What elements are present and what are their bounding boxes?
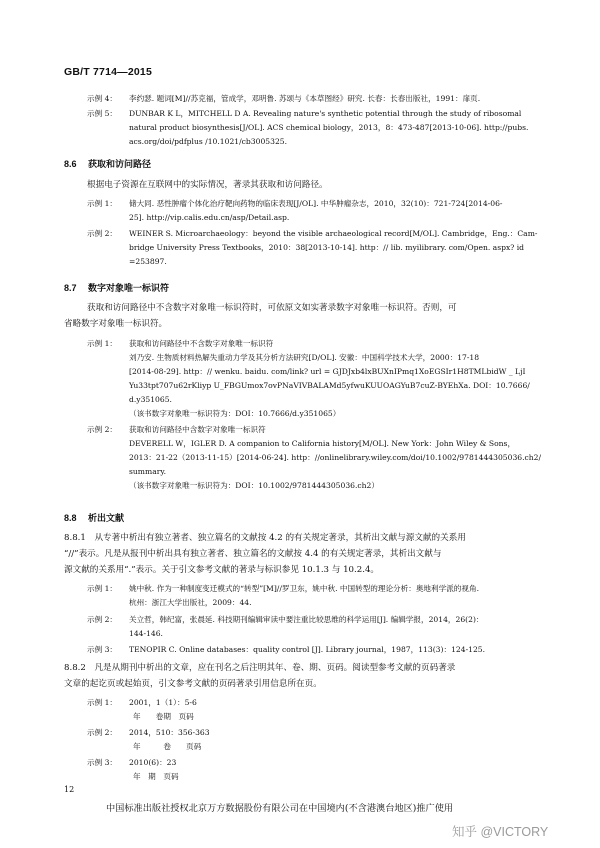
example-label: 示例 2： [87,728,118,737]
example-label: 示例 1： [87,199,118,208]
section-title: 析出文献 [88,513,125,523]
example-item [87,696,197,709]
example-label: 示例 2： [87,425,118,434]
example-text: 杭州：浙江大学出版社，2009：44. [129,598,252,607]
example-item [87,423,266,436]
section-number: 8.8 [64,513,77,523]
section-title: 数字对象唯一标识符 [88,283,170,293]
zhihu-watermark: 知乎 @VICTORY [452,825,549,839]
example-value: 2014，510：356-363 [129,728,210,737]
example-value: 2010(6)：23 [129,758,177,767]
section-paragraph: 省略数字对象唯一标识符。 [64,319,168,329]
example-text: 李约瑟. 题词[M]//苏克福，管成学，邓明鲁. 苏颂与《本草图经》研究. 长春：长春出版社，1991：扉页. [129,94,481,103]
section-heading-8-6 [64,157,151,170]
example-text: WEINER S. Microarchaeology：beyond the visible archaeological record[M/OL]. Cambridge，Eng.：Cam- [129,229,538,238]
section-number: 8.6 [64,159,77,169]
page-number: 12 [64,785,75,794]
example-text: [2014-08-29]. http：// wenku. baidu. com/link? url = GJDJxb4lxBUXnIPmq1XoEGSIr1H8TMLbidW _ LjI [129,367,526,376]
clause-8-8-1-line: 源文献的关系用“.”表示。关于引文参考文献的著录与标识参见 10.1.3 与 10.2.4。 [64,565,380,575]
example-label: 示例 2： [87,229,118,238]
example-text: DUNBAR K L，MITCHELL D A. Revealing nature's synthetic potential through the study of ribosomal [129,109,522,118]
example-item [87,227,537,240]
example-text: 获取和访问路径中含数字对象唯一标识符 [129,425,266,434]
example-text: bridge University Press Textbooks，2010：38[2013-10-14]. http：// lib. myilibrary. com/Open. aspx? id [129,243,525,252]
example-item [87,726,210,739]
publisher-footer: 中国标准出版社授权北京万方数据股份有限公司在中国境内(不含港澳台地区)推广使用 [106,803,454,814]
section-paragraph: 获取和访问路径中不含数字对象唯一标识符时，可依原文如实著录数字对象唯一标识符。否则，可 [87,303,457,313]
example-text: 2013：21-22（2013-11-15）[2014-06-24]. http：//onlinelibrary.wiley.com/doi/10.1002/9781444305036.ch2/ [129,453,542,462]
example-label: 示例 1： [87,339,118,348]
example-item [87,643,485,656]
example-text: TENOPIR C. Online databases：quality control [J]. Library journal，1987，113(3)：124-125. [129,645,486,654]
example-text: （该书数字对象唯一标识符为：DOI：10.7666/d.y351065） [129,409,341,418]
example-label: 示例 5： [87,109,118,118]
section-number: 8.7 [64,283,77,293]
example-text: Yu33tpt707u62rKliyp U_FBGUmox7ovPNaVIVBALAMd5yfwuKUUOAGYuB7cuZ-BYEhXa. DOI：10.7666/ [129,381,530,390]
clause-8-8-1-line: 8.8.1 从专著中析出有独立著者、独立篇名的文献按 4.2 的有关规定著录，其析出文献与源文献的关系用 [64,533,466,543]
clause-8-8-2-line: 文章的起讫页或起始页，引文参考文献的页码著录引用信息所在页。 [64,679,322,689]
example-label: 示例 3： [87,645,118,654]
example-text: DEVERELL W，IGLER D. A companion to California history[M/OL]. New York：John Wiley & Sons， [129,439,516,448]
clause-8-8-1-line: “//”表示。凡是从报刊中析出具有独立著者、独立篇名的文献按 4.4 的有关规定著录，其析出文献与 [64,549,442,559]
example-item [87,582,479,595]
section-heading-8-7 [64,281,169,294]
example-item [87,197,502,210]
example-caption: 年 卷 页码 [133,742,202,751]
example-item [87,613,484,626]
example-text: natural product biosynthesis[J/OL]. ACS chemical biology，2013，8：473-487[2013-10-06]. http://pubs. [129,123,529,132]
example-caption: 年 期 页码 [133,772,179,781]
example-text: acs.org/doi/pdfplus /10.1021/cb3005325. [129,137,288,146]
example-text: 姚中秋. 作为一种制度变迁模式的“转型”[M]//罗卫东，姚中秋. 中国转型的理论分析：奥地利学派的视角. [129,584,479,593]
example-item [87,756,176,769]
example-text: 25]. http://vip.calis.edu.cn/asp/Detail.asp. [129,213,290,222]
example-item [87,337,273,350]
example-label: 示例 1： [87,584,118,593]
example-text: 储大同. 恶性肿瘤个体化治疗靶向药物的临床表现[J/OL]. 中华肿瘤杂志，2010，32(10)：721-724[2014-06- [129,199,503,208]
example-text: 获取和访问路径中不含数字对象唯一标识符 [129,339,274,348]
example-label: 示例 3： [87,758,118,767]
example-label: 示例 2： [87,615,118,624]
section-heading-8-8 [64,511,124,524]
standard-number-header: GB/T 7714—2015 [64,66,153,78]
example-caption: 年 卷期 页码 [133,712,194,721]
example-text: d.y351065. [129,395,172,404]
section-title: 获取和访问路径 [88,159,152,169]
example-label: 示例 1： [87,698,118,707]
section-paragraph: 根据电子资源在互联网中的实际情况，著录其获取和访问路径。 [87,180,328,190]
clause-8-8-2-line: 8.8.2 凡是从期刊中析出的文章，应在刊名之后注明其年、卷、期、页码。阅读型参考文献的页码著录 [64,663,456,673]
example-text: （该书数字对象唯一标识符为：DOI：10.1002/9781444305036.ch2） [129,481,379,490]
example-text: 刘乃安. 生物质材料热解失重动力学及其分析方法研究[D/OL]. 安徽：中国科学技术大学，2000：17-18 [129,353,480,362]
example-label: 示例 4： [87,94,118,103]
example-text: 关立哲，韩纪富，张晨延. 科技期刊编辑审读中要注重比较思维的科学运用[J]. 编辑学报，2014，26(2)： [129,615,484,624]
example-item [87,107,521,120]
example-text: summary. [129,467,167,476]
example-text: =253897. [129,257,167,266]
example-text: 144-146. [129,629,163,638]
example-value: 2001，1（1）：5-6 [129,698,197,707]
example-item [87,92,480,105]
